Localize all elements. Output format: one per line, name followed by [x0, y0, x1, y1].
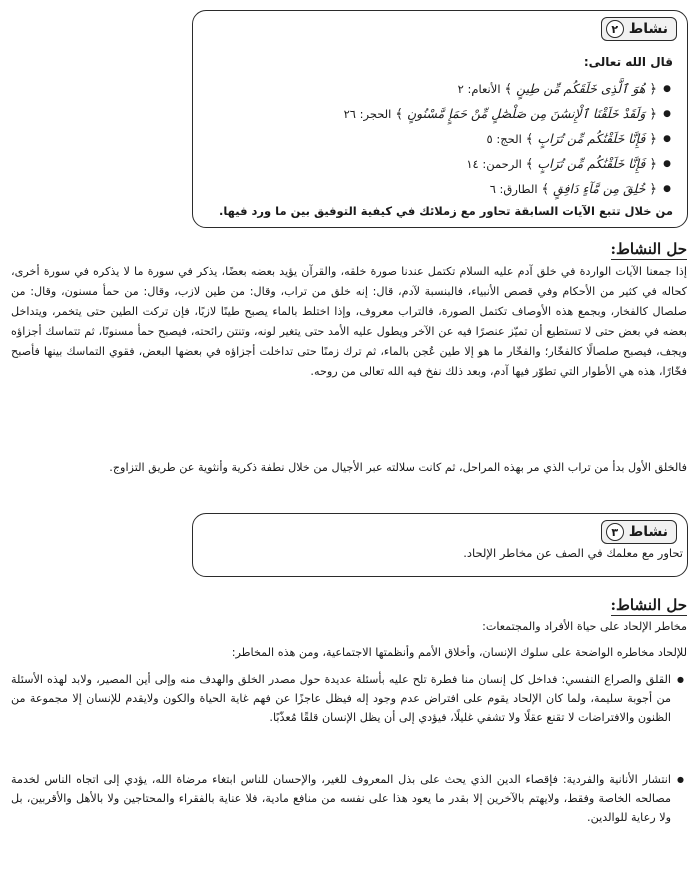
verse-text: وَلَقَدْ خَلَقْنَا ٱلْإِنسَٰنَ مِن صَلْصَٰلٍ مِّنْ حَمَإٍ مَّسْنُونٍ	[406, 106, 646, 121]
verse-item: ● ﴿ وَلَقَدْ خَلَقْنَا ٱلْإِنسَٰنَ مِن صَلْصَٰلٍ مِّنْ حَمَإٍ مَّسْنُونٍ ﴾ الحجر: ٢٦	[197, 104, 657, 125]
list-item: ● انتشار الأنانية والفردية: فإقصاء الدين الذي يحث على بذل المعروف للغير، والإحسان للناس ابتغاء مرضاة الله، يؤدي إلى اتجاه الناس لخدمة مصالحه الخاصة وفقط، ولايهتم بالآخرين إلا بقدر ما يعود هذا على نفسه من منافع مادية، فلا عناية بالفقراء والمحتاجين ولا بالأهل والأقربين، بل ولا رعاية للوالدين.	[11, 770, 671, 827]
verse-text: فَإِنَّا خَلَقْنَٰكُم مِّن تُرَابٍ	[537, 131, 646, 146]
verse-item: ● ﴿ خُلِقَ مِن مَّآءٍ دَافِقٍ ﴾ الطارق: ٦	[197, 179, 657, 200]
activity-2-badge	[601, 17, 677, 41]
activity-3-task: تحاور مع معلمك في الصف عن مخاطر الإلحاد.	[463, 546, 683, 560]
list-item: ● القلق والصراع النفسي: فداخل كل إنسان منا فطرة تلح عليه بأسئلة عديدة حول مصدر الخلق والهدف منه وإلى أين المصير، ولابد لهذه الأسئلة من أجوبة سليمة، ولما كان الإلحاد يقوم على افتراض عدم وجود إله فيظل عاجزًا عن فهم غاية الحياة والكون ولايقدم للإنسان إلا مجموعة من الظنون والافتراضات لا تقنع عقلًا ولا تشفي غليلًا، فيؤدي إلى أن يظل الإنسان قلقًا مُعذّبًا.	[11, 670, 671, 727]
verse-text: هُوَ ٱلَّذِى خَلَقَكُم مِّن طِينٍ	[516, 81, 646, 96]
risk-list-2	[11, 770, 687, 827]
activity-2-intro: قال الله تعالى:	[583, 55, 673, 69]
activity-2-box	[192, 10, 688, 228]
verse-ref: الرحمن: ١٤	[466, 157, 522, 171]
verse-text: فَإِنَّا خَلَقْنَٰكُم مِّن تُرَابٍ	[537, 156, 646, 171]
activity-3-label: نشاط	[628, 524, 668, 540]
solution-1-paragraph-2: فالخلق الأول بدأ من تراب الذي مر بهذه المراحل، ثم كانت سلالته عبر الأجيال من خلال نطفة ذكرية وأنثوية عن طريق التزاوج.	[109, 461, 687, 474]
solution-2-heading: حل النشاط:	[610, 596, 687, 614]
verse-item: ● ﴿ فَإِنَّا خَلَقْنَٰكُم مِّن تُرَابٍ ﴾ الحج: ٥	[197, 129, 657, 150]
activity-3-badge	[601, 520, 677, 544]
verse-text: خُلِقَ مِن مَّآءٍ دَافِقٍ	[553, 181, 646, 196]
risk-list-1	[11, 670, 687, 727]
solution-2-subtitle: مخاطر الإلحاد على حياة الأفراد والمجتمعات:	[482, 620, 687, 633]
solution-2-intro: للإلحاد مخاطره الواضحة على سلوك الإنسان، وأخلاق الأمم وأنظمتها الاجتماعية، ومن هذه المخاطر:	[231, 646, 687, 659]
activity-3-box	[192, 513, 688, 577]
verse-ref: الأنعام: ٢	[457, 82, 501, 96]
solution-1-heading: حل النشاط:	[610, 240, 687, 258]
activity-2-number: ٢	[606, 20, 624, 38]
verse-item: ● ﴿ فَإِنَّا خَلَقْنَٰكُم مِّن تُرَابٍ ﴾ الرحمن: ١٤	[197, 154, 657, 175]
verse-ref: الطارق: ٦	[489, 182, 538, 196]
activity-2-label: نشاط	[628, 21, 668, 37]
verse-ref: الحج: ٥	[486, 132, 522, 146]
solution-1-paragraph-1: إذا جمعنا الآيات الواردة في خلق آدم عليه السلام تكتمل عندنا صورة خلقه، والقرآن يؤيد بعضه بعضًا، يذكر في سورة ما لا يذكره في سورة أخرى، كحاله في كثير من الأحكام وفي قصص الأنبياء، فالبنسبة لآدم، قال: إنه خلق من تراب، وقال: من طين لازب، وقال: من حمأ مسنون، وقال: من صلصال كالفخار، وبجمع هذه الأوصاف تكتمل الصورة، فالتراب معروف، وإذا اختلط بالماء يصبح طينًا لازبًا، فإن تركت الطين حتى يتخمر، ويتداخل بعضه في بعض حتى لا تستطيع أن تميّز عنصرًا فيه عن الآخر ويطول عليه الأمد حتى يتغير لونه، وتنتن رائحته، فيصبح حمأ مسنونًا، ثم تتماسك أجزاؤه ويجف، فيصبح صلصالًا كالفخّار؛ والفخّار ما هو إلا طين عُجن بالماء، ثم ترك زمنًا حتى تداخلت أجزاؤه في بعضها البعض، فقوي التماسك بينها فأصبح فخّارًا، هذه هي الأطوار التي تطوّر فيها آدم، وبعد ذلك نفخ فيه الله تعالى من روحه.	[11, 265, 687, 378]
verse-list	[197, 79, 673, 204]
activity-2-task: من خلال تتبع الآيات السابقة تحاور مع زملائك في كيفية التوفيق بين ما ورد فيها.	[218, 204, 673, 218]
verse-item: ● ﴿ هُوَ ٱلَّذِى خَلَقَكُم مِّن طِينٍ ﴾ الأنعام: ٢	[197, 79, 657, 100]
activity-3-number: ٣	[606, 523, 624, 541]
verse-ref: الحجر: ٢٦	[343, 107, 392, 121]
